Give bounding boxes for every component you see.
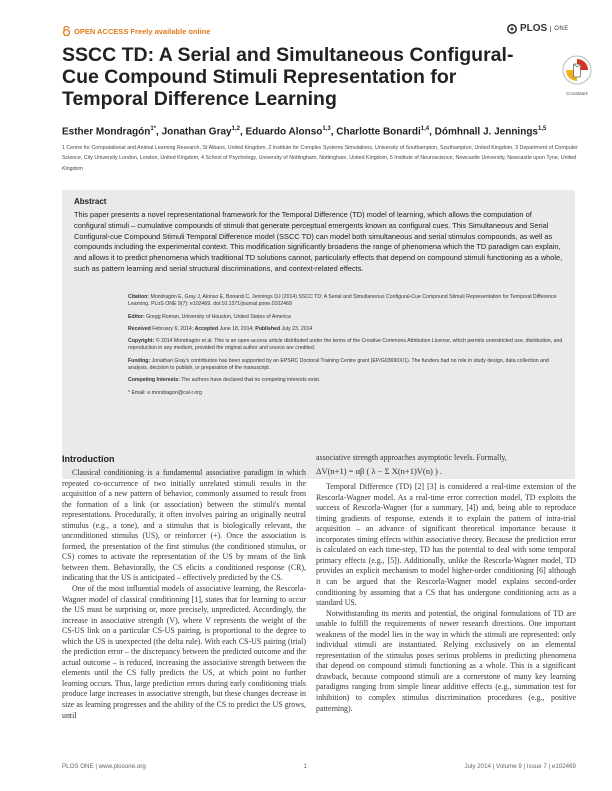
affiliations: 1 Centre for Computational and Animal Learning Research, St Albans, United Kingdom, 2 Institute for Complex Systems Simulations, University of Southampton, Southampton, United Kingdom, 3 Department of Computer Science, City University London, London, United Kingdom, 4 School of Psychology, University of Nottingham, Nottingham, United Kingdom, 5 Institute of Neuroscience, Newcastle University, Newcastle upon Tyne, United Kingdom (62, 145, 578, 172)
published-date: July 23, 2014 (281, 325, 313, 332)
open-access-badge (62, 26, 210, 36)
body-paragraph: Temporal Difference (TD) [2] [3] is considered a real-time extension of the Rescorla-Wagner model. As a real-time error correction model, TD exploits the success of Rescorla-Wagner (for a summary, [4]) and, being able to reproduce timing gradients of response, extends it to explain the pattern of intra-trial acquisition – an advance of significant theoretical importance because it incorporates timing effects within associative theory. Because the prediction error is calculated on each time-step, TD has the potential to deal with some temporal primacy effects (e.g., [5]). Additionally, unlike the Rescorla-Wagner model, TD provides an explicit mechanism to model higher-order conditioning [6] although it can be argued that the Rescorla-Wagner model explains second-order conditioning by assuming that a CS that has undergone conditioning acts as a standard US. (316, 482, 576, 608)
crossmark-label: CrossMark (566, 91, 588, 96)
author-name[interactable]: Eduardo Alonso (245, 126, 323, 138)
footer-issue: July 2014 | Volume 9 | Issue 7 | e102469 (464, 763, 576, 770)
copyright-label: Copyright: (128, 338, 155, 345)
plos-logo-icon (507, 24, 517, 34)
body-paragraph: Classical conditioning is a fundamental associative paradigm in which repeated co-occurrence of two initially unrelated stimuli results in the acquisition of a new pattern of behavior, commonly assumed to result from the formation of a link (or association) between the stimuli's mental representations. Procedurally, it often involves pairing an originally neutral stimulus (e.g., a tone), and a stimulus that is biologically relevant, the unconditioned stimulus (US), or reinforcer (+). Once the association is formed, the presentation of the first stimulus (the conditioned stimulus, or CS) comes to activate the representation of the US by means of the link between them. Behaviorally, the CS elicits a conditioned response (CR), indicating that the US is anticipated – effectively predicted by the CS. (62, 468, 306, 583)
funding-text: Jonathan Gray's contribution has been supported by an EPSRC Doctoral Training Centre grant (EP/G03690X/1). The funders had no role in study design, data collection and analysis, decision to publish, or preparation of the manuscript. (128, 357, 549, 372)
received-date: February 6, 2014; (152, 325, 194, 332)
open-access-label: OPEN ACCESS Freely available online (74, 26, 211, 36)
corresponding-email[interactable]: * Email: e.mondragon@cal-r.org (128, 389, 202, 396)
author-affil-sup: 1* (150, 126, 157, 132)
funding-label: Funding: (128, 357, 151, 364)
open-access-lock-icon (62, 26, 71, 36)
received-label: Received (128, 325, 151, 332)
author-name[interactable]: Dómhnall J. Jennings (434, 126, 538, 138)
author-list: Esther Mondragón$^{1*}$, Jonathan Gray$^{1,2}$, Eduardo Alonso$^{1,3}$, Charlotte Bonardi$^{1,4}$, Dómhnall J. Jennings$^{1,5}$ (62, 126, 547, 138)
abstract-heading: Abstract (74, 197, 107, 206)
author-affil-sup: 1,5 (538, 126, 547, 132)
page-footer (62, 763, 576, 770)
author-affil-sup: 1,3 (322, 126, 331, 132)
editor-label: Editor: (128, 313, 145, 320)
funding (128, 358, 568, 373)
article-metadata (128, 294, 568, 397)
accepted-label: Accepted (194, 325, 219, 332)
crossmark-icon (562, 55, 592, 85)
body-paragraph: One of the most influential models of associative learning, the Rescorla-Wagner model of classical conditioning [1], states that for learning to occur the US must be surprising or, more precisely, unpredicted. Accordingly, the increase in associative strength (V), where V represents the weight of the CS-US link on a particular CS-US pairing, is proportional to the degree to which the US is unexpected (the delta rule). With each CS-US pairing (trial) the prediction error – the discrepancy between the predicted outcome and the actual outcome – is reduced, increasing the associative strength between the elements until the CS fully predicts the US, at which point no further learning occurs. Thus, large prediction errors during early conditioning trials produce large increases in associative strength, but these changes decrease in size as learning progresses and the ability of the CS to predict the US grows, until (62, 584, 306, 720)
body-paragraph: Notwithstanding its merits and potential, the original formulations of TD are unable to fulfill the requirements of newer research directions. One important weakness of the model lies in the way in which the stimuli are represented: only individual stimuli are instantiated. Relying exclusively on an elemental representation of the stimulus poses serious problems in predicting phenomena that depend on compound stimuli functioning as a whole. This is a significant drawback, because compound stimuli are a cornerstone of many key learning paradigms ranging from simple linear additive effects (e.g., summation test for inhibition) to complex stimulus discrimination procedures (e.g., positive patterning). (316, 608, 576, 713)
dates (128, 326, 568, 333)
author-name[interactable]: Charlotte Bonardi (336, 126, 421, 138)
author-affil-sup: 1,2 (231, 126, 240, 132)
editor (128, 314, 568, 321)
copyright-text: © 2014 Mondragón et al. This is an open-access article distributed under the terms of the Creative Commons Attribution License, which permits unrestricted use, distribution, and reproduction in any medium, provided the original author and source are credited. (128, 338, 563, 352)
accepted-date: June 18, 2014; (219, 325, 254, 332)
page-number: 1 (303, 763, 307, 770)
footer-journal[interactable]: PLOS ONE | www.plosone.org (62, 763, 146, 770)
body-column-left (62, 468, 306, 721)
crossmark-badge[interactable] (562, 55, 592, 96)
abstract-text: This paper presents a novel representational framework for the Temporal Difference (TD) model of learning, which allows the computation of configural stimuli – cumulative compounds of stimuli that generate perceptual emergents known as configural cues. This Simultaneous and Serial Configural-cue Compound Stimuli Temporal Difference model (SSCC TD) can model both simultaneous and serial stimulus compounds, as well as compounds including the experimental context. This modification significantly broadens the range of phenomena which the TD paradigm can explain, and allows it to predict phenomena which traditional TD solutions cannot, particularly effects that depend on compound stimuli functioning as a whole, such as pattern learning and serial structural discriminations, and context-related effects. (74, 210, 563, 273)
equation: ΔV(n+1) = αβ ( λ − Σ X(n+1)V(n) ) . (316, 465, 443, 476)
author-name[interactable]: Jonathan Gray (161, 126, 232, 138)
editor-text: Gregg Roman, University of Houston, United States of America (146, 313, 291, 320)
copyright (128, 338, 568, 353)
introduction-heading: Introduction (62, 454, 115, 464)
citation-text: Mondragón E, Gray J, Alonso E, Bonardi C, Jennings DJ (2014) SSCC TD: A Serial and Simultaneous Configural-Cue Compound Stimuli Representation for Temporal Difference Learning. PLoS ONE 9(7): e102469. doi:10.1371/journal.pone.0102469 (128, 294, 557, 308)
author-name[interactable]: Esther Mondragón (62, 126, 151, 138)
journal-logo[interactable] (507, 23, 569, 34)
published-label: Published (255, 325, 281, 332)
competing-label: Competing Interests: (128, 377, 180, 384)
citation (128, 294, 568, 309)
body-column-right (316, 453, 576, 714)
competing-interests (128, 377, 568, 384)
competing-text: The authors have declared that no competing interests exist. (181, 377, 321, 384)
citation-label: Citation: (128, 294, 150, 300)
journal-logo-sub: ONE (550, 26, 569, 32)
journal-logo-text: PLOS (520, 23, 548, 34)
article-title: SSCC TD: A Serial and Simultaneous Configural-Cue Compound Stimuli Representation for Temporal Difference Learning (62, 44, 514, 110)
author-affil-sup: 1,4 (420, 126, 430, 132)
body-paragraph: associative strength approaches asymptotic levels. Formally, (316, 453, 507, 462)
